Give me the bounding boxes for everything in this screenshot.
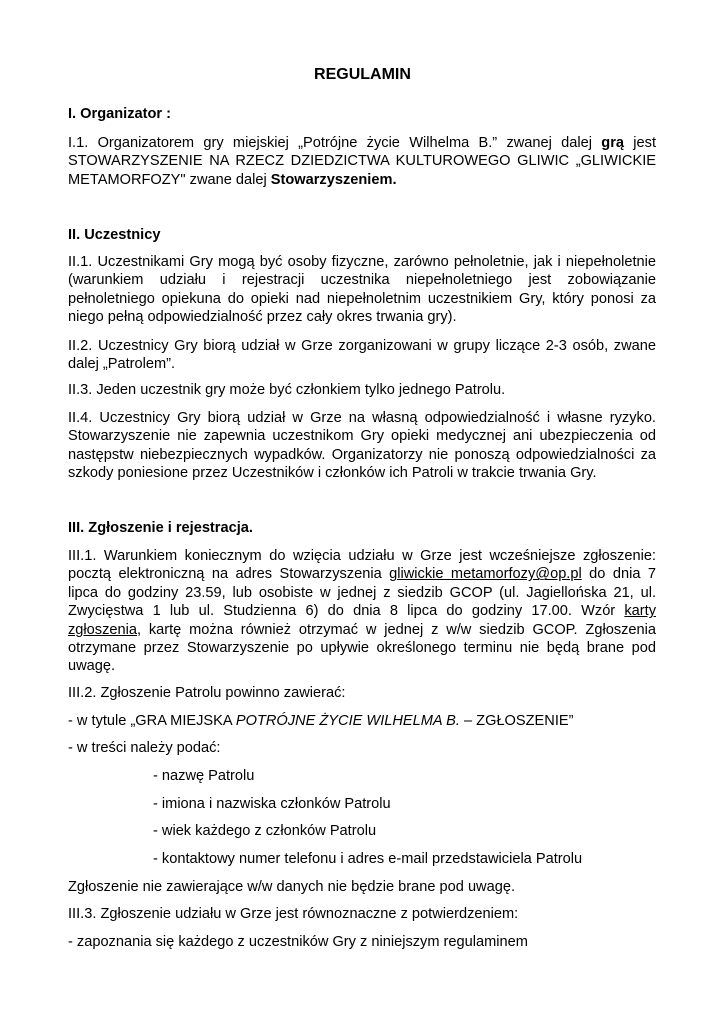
bullet-content: - w treści należy podać: [68, 740, 221, 756]
italic-game-name: POTRÓJNE ŻYCIE WILHELMA B. [235, 713, 460, 729]
paragraph-text: III.1. Warunkiem koniecznym do wzięcia udziału w Grze jest wcześniejsze zgłoszenie: pocztą elektroniczną na adres Stowarzyszenia [68, 548, 656, 583]
sub-item-member-names: - imiona i nazwiska członków Patrolu [153, 796, 391, 812]
paragraph-2-4: II.4. Uczestnicy Gry biorą udział w Grze na własną odpowiedzialność i własne ryzyko. Stowarzyszenie nie zapewnia uczestnikom Gry opieki medycznej ani ubezpieczenia od następstw niebezpiecznych wypadków. Organizatorzy nie ponoszą odpowiedzialności za szkody poniesione przez Uczestników i członków ich Patroli w trakcie trwania Gry. [68, 410, 656, 482]
paragraph-text: , kartę można również otrzymać w jednej z w/w siedzib GCOP. Zgłoszenia otrzymane przez Stowarzyszenie po upływie określonego terminu nie będą brane pod uwagę. [68, 621, 656, 675]
paragraph-3-3: III.3. Zgłoszenie udziału w Grze jest równoznaczne z potwierdzeniem: [68, 906, 519, 922]
section-heading-zgloszenie: III. Zgłoszenie i rejestracja. [68, 520, 253, 536]
paragraph-2-3: II.3. Jeden uczestnik gry może być członkiem tylko jednego Patrolu. [68, 382, 506, 398]
registration-form-link[interactable]: karty zgłoszenia [68, 603, 656, 638]
bold-term-gra: grą [601, 135, 625, 151]
section-heading-uczestnicy: II. Uczestnicy [68, 227, 161, 243]
paragraph-3-3-item: - zapoznania się każdego z uczestników Gry z niniejszym regulaminem [68, 934, 528, 950]
paragraph-3-note: Zgłoszenie nie zawierające w/w danych nie będzie brane pod uwagę. [68, 879, 516, 895]
paragraph-1-1 [68, 134, 656, 189]
paragraph-3-2: III.2. Zgłoszenie Patrolu powinno zawierać: [68, 685, 346, 701]
bold-term-stowarzyszenie: Stowarzyszeniem. [270, 171, 397, 188]
page-title: REGULAMIN [314, 66, 411, 83]
sub-item-member-age: - wiek każdego z członków Patrolu [153, 823, 377, 839]
paragraph-text: I.1. Organizatorem gry miejskiej „Potrójne życie Wilhelma B.” zwanej dalej [68, 135, 602, 151]
section-heading-organizator: I. Organizator : [68, 106, 171, 122]
paragraph-2-1: II.1. Uczestnikami Gry mogą być osoby fizyczne, zarówno pełnoletnie, jak i niepełnoletnie (warunkiem udziału i rejestracji uczestnika niepełnoletniego jest zobowiązanie pełnoletniego opiekuna do opieki nad niepełnoletnim uczestnikiem Gry, który ponosi za niego pełną odpowiedzialność przez cały okres trwania gry). [68, 254, 656, 326]
bullet-text: - w tytule „GRA MIEJSKA [68, 713, 236, 729]
sub-item-contact: - kontaktowy numer telefonu i adres e-mail przedstawiciela Patrolu [153, 851, 583, 867]
bullet-title [68, 713, 573, 729]
paragraph-3-1 [68, 547, 656, 676]
paragraph-2-2: II.2. Uczestnicy Gry biorą udział w Grze zorganizowani w grupy liczące 2-3 osób, zwane dalej „Patrolem”. [68, 338, 656, 373]
sub-item-patrol-name: - nazwę Patrolu [153, 768, 255, 784]
paragraph-text: do dnia 7 lipca do godziny 23.59, lub osobiste w jednej z siedzib GCOP (ul. Jagiellońska 21, ul. Zwycięstwa 1 lub ul. Studzienna 6) do dnia 8 lipca do godziny 17.00. Wzór [68, 566, 657, 620]
bullet-text: – ZGŁOSZENIE” [459, 713, 574, 729]
paragraph-text: jest STOWARZYSZENIE NA RZECZ DZIEDZICTWA KULTUROWEGO GLIWIC „GLIWICKIE METAMORFOZY" zwane dalej [68, 135, 657, 188]
email-link[interactable]: gliwickie metamorfozy@op.pl [389, 566, 582, 583]
